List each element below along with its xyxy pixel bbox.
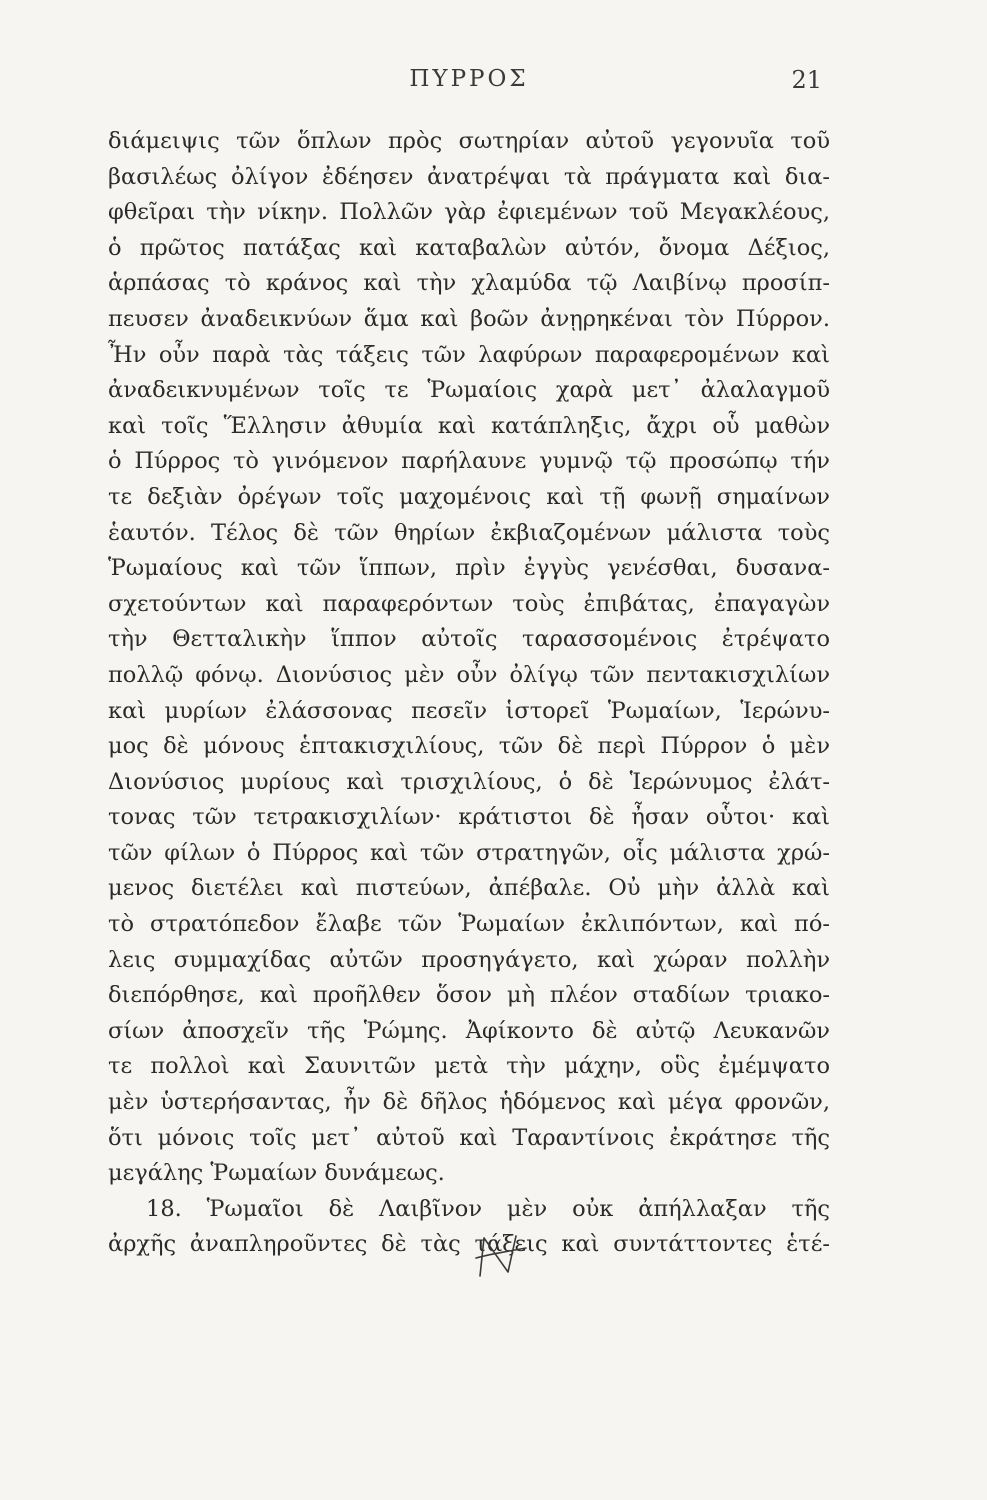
text-line: μος δὲ μόνους ἑπτακισχιλίους, τῶν δὲ περὶ Πύρρον ὁ μὲν <box>108 733 830 760</box>
text-line: καὶ τοῖς Ἕλλησιν ἀθυμία καὶ κατάπληξις, ἄχρι οὗ μαθὼν <box>108 412 830 439</box>
text-line: ὁ πρῶτος πατάξας καὶ καταβαλὼν αὐτόν, ὄνομα Δέξιος, <box>108 234 830 261</box>
text-line: διάμειψις τῶν ὅπλων πρὸς σωτηρίαν αὐτοῦ γεγονυῖα τοῦ <box>108 128 830 154</box>
text-line: σίων ἀποσχεῖν τῆς Ῥώμης. Ἀφίκοντο δὲ αὐτῷ Λευκανῶν <box>108 1017 830 1044</box>
page-header <box>108 66 830 106</box>
text-line: τε δεξιὰν ὀρέγων τοῖς μαχομένοις καὶ τῇ φωνῇ σημαίνων <box>108 483 830 510</box>
text-line: τονας τῶν τετρακισχιλίων· κράτιστοι δὲ ἦσαν οὗτοι· καὶ <box>108 804 830 831</box>
text-line: λεις συμμαχίδας αὐτῶν προσηγάγετο, καὶ χώραν πολλὴν <box>108 946 830 973</box>
text-line: ἀρχῆς ἀναπληροῦντες δὲ τὰς τάξεις καὶ συντάττοντες ἑτέ- <box>108 1231 830 1258</box>
text-line: πολλῷ φόνῳ. Διονύσιος μὲν οὖν ὀλίγῳ τῶν πεντακισχιλίων <box>108 661 830 688</box>
text-line: φθεῖραι τὴν νίκην. Πολλῶν γὰρ ἐφιεμένων τοῦ Μεγακλέους, <box>108 199 830 226</box>
text-line: σχετούντων καὶ παραφερόντων τοὺς ἐπιβάτας, ἐπαγαγὼν <box>108 590 830 617</box>
text-line: Ῥωμαίους καὶ τῶν ἵππων, πρὶν ἐγγὺς γενέσθαι, δυσανα- <box>108 555 830 582</box>
text-line: ἀναδεικνυμένων τοῖς τε Ῥωμαίοις χαρὰ μετ᾽ ἀλαλαγμοῦ <box>108 377 830 404</box>
text-line: Ἦν οὖν παρὰ τὰς τάξεις τῶν λαφύρων παραφερομένων καὶ <box>108 341 830 368</box>
text-line: βασιλέως ὀλίγον ἐδέησεν ἀνατρέψαι τὰ πράγματα καὶ δια- <box>108 163 830 190</box>
text-line: μὲν ὑστερήσαντας, ἦν δὲ δῆλος ἡδόμενος καὶ μέγα φρονῶν, <box>108 1089 830 1116</box>
text-line: ἑαυτόν. Τέλος δὲ τῶν θηρίων ἐκβιαζομένων μάλιστα τοὺς <box>108 519 830 546</box>
text-line: πευσεν ἀναδεικνύων ἅμα καὶ βοῶν ἀνῃρηκέναι τὸν Πύρρον. <box>108 305 830 332</box>
text-line: ὅτι μόνοις τοῖς μετ᾽ αὐτοῦ καὶ Ταραντίνοις ἐκράτησε τῆς <box>108 1124 830 1151</box>
text-line: μενος διετέλει καὶ πιστεύων, ἀπέβαλε. Οὐ μὴν ἀλλὰ καὶ <box>108 875 830 902</box>
text-line: διεπόρθησε, καὶ προῆλθεν ὅσον μὴ πλέον σταδίων τριακο- <box>108 982 830 1009</box>
text-line: τὴν Θετταλικὴν ἵππον αὐτοῖς ταρασσομένοις ἐτρέψατο <box>108 626 830 653</box>
text-line: καὶ μυρίων ἐλάσσονας πεσεῖν ἱστορεῖ Ῥωμαίων, Ἱερώνυ- <box>108 697 830 724</box>
page-number: 21 <box>791 66 822 94</box>
text-line: ὁ Πύρρος τὸ γινόμενον παρήλαυνε γυμνῷ τῷ προσώπῳ τήν <box>108 448 830 475</box>
text-line: τὸ στρατόπεδον ἔλαβε τῶν Ῥωμαίων ἐκλιπόντων, καὶ πό- <box>108 911 830 938</box>
running-head: ΠΥΡΡΟΣ <box>409 66 529 92</box>
paragraph-end-line: μεγάλης Ῥωμαίων δυνάμεως. <box>108 1160 445 1187</box>
chapter-start-line: 18. Ῥωμαῖοι δὲ Λαιβῖνον μὲν οὐκ ἀπήλλαξαν τῆς <box>146 1195 830 1222</box>
text-line: Διονύσιος μυρίους καὶ τρισχιλίους, ὁ δὲ Ἱερώνυμος ἐλάτ- <box>108 768 830 795</box>
text-line: τε πολλοὶ καὶ Σαυνιτῶν μετὰ τὴν μάχην, οὓς ἐμέμψατο <box>108 1053 830 1080</box>
body-text <box>108 124 830 1263</box>
text-line: ἁρπάσας τὸ κράνος καὶ τὴν χλαμύδα τῷ Λαιβίνῳ προσίπ- <box>108 270 830 297</box>
handwritten-mark-icon <box>470 1232 530 1282</box>
text-line: τῶν φίλων ὁ Πύρρος καὶ τῶν στρατηγῶν, οἷς μάλιστα χρώ- <box>108 839 830 866</box>
